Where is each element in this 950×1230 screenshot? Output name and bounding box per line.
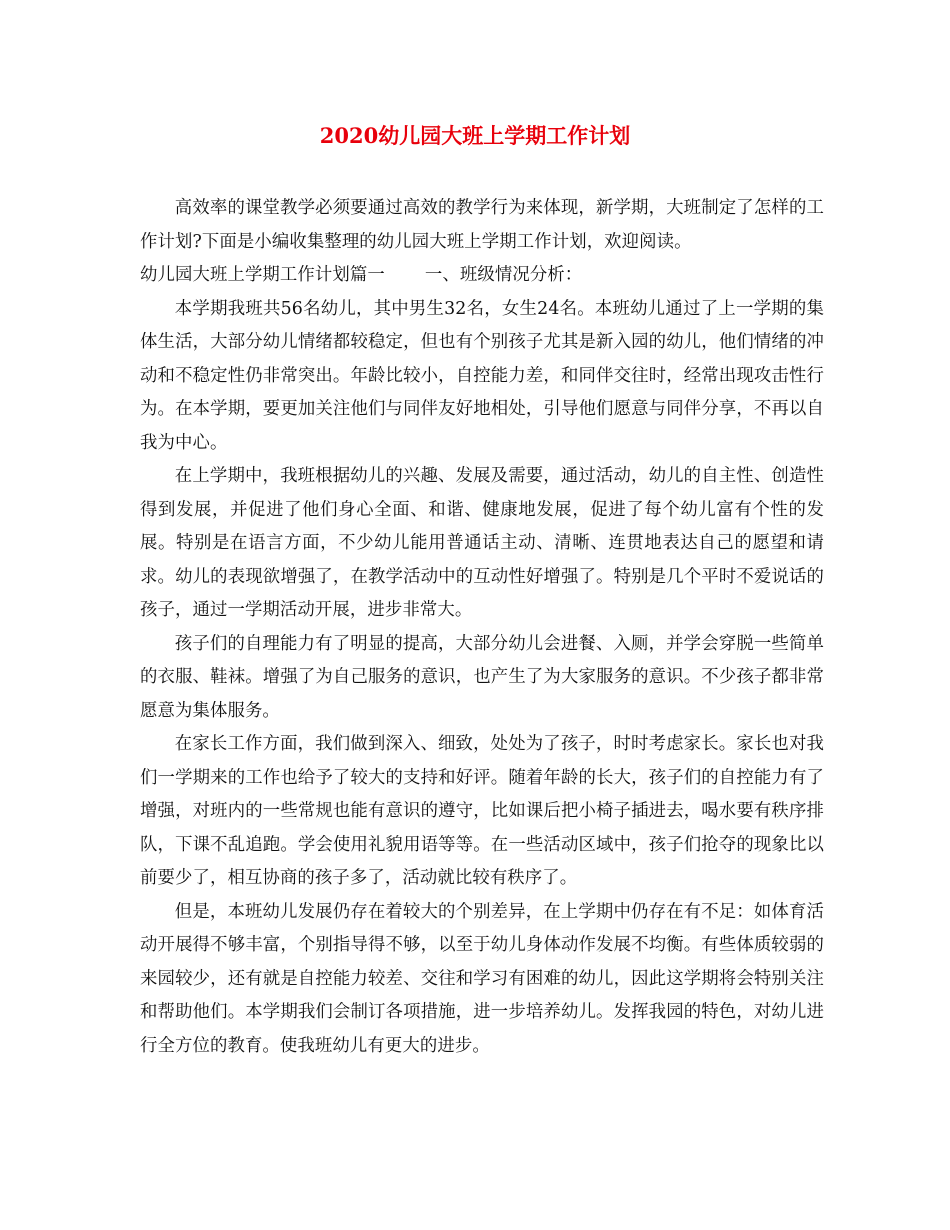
section-heading-line [140,259,824,293]
document-title: 2020幼儿园大班上学期工作计划 [319,123,631,148]
document-body [140,192,824,1063]
body-paragraph-3: 孩子们的自理能力有了明显的提高，大部分幼儿会进餐、入厕，并学会穿脱一些简单的衣服、鞋袜。增强了为自己服务的意识，也产生了为大家服务的意识。不少孩子都非常愿意为集体服务。 [140,633,824,721]
section-heading: 幼儿园大班上学期工作计划篇一 [140,265,385,285]
body-paragraph-4: 在家长工作方面，我们做到深入、细致，处处为了孩子，时时考虑家长。家长也对我们一学期来的工作也给予了较大的支持和好评。随着年龄的长大，孩子们的自控能力有了增强，对班内的一些常规也能有意识的遵守，比如课后把小椅子插进去，喝水要有秩序排队，下课不乱追跑。学会使用礼貌用语等等。在一些活动区域中，孩子们抢夺的现象比以前要少了，相互协商的孩子多了，活动就比较有秩序了。 [140,734,824,888]
body-paragraph-2: 在上学期中，我班根据幼儿的兴趣、发展及需要，通过活动，幼儿的自主性、创造性得到发展，并促进了他们身心全面、和谐、健康地发展，促进了每个幼儿富有个性的发展。特别是在语言方面，不少幼儿能用普通话主动、清晰、连贯地表达自己的愿望和请求。幼儿的表现欲增强了，在教学活动中的互动性好增强了。特别是几个平时不爱说话的孩子，通过一学期活动开展，进步非常大。 [140,466,824,620]
body-paragraph-1: 本学期我班共56名幼儿，其中男生32名，女生24名。本班幼儿通过了上一学期的集体生活，大部分幼儿情绪都较稳定，但也有个别孩子尤其是新入园的幼儿，他们情绪的冲动和不稳定性仍非常突出。年龄比较小，自控能力差，和同伴交往时，经常出现攻击性行为。在本学期，要更加关注他们与同伴友好地相处，引导他们愿意与同伴分享，不再以自我为中心。 [140,298,824,453]
body-paragraph-5: 但是，本班幼儿发展仍存在着较大的个别差异，在上学期中仍存在有不足：如体育活动开展得不够丰富，个别指导得不够，以至于幼儿身体动作发展不均衡。有些体质较弱的来园较少，还有就是自控能力较差、交往和学习有困难的幼儿，因此这学期将会特别关注和帮助他们。本学期我们会制订各项措施，进一步培养幼儿。发挥我园的特色，对幼儿进行全方位的教育。使我班幼儿有更大的进步。 [140,901,824,1056]
section-subheading: 一、班级情况分析： [424,265,583,285]
intro-paragraph: 高效率的课堂教学必须要通过高效的教学行为来体现，新学期，大班制定了怎样的工作计划?下面是小编收集整理的幼儿园大班上学期工作计划，欢迎阅读。 [140,198,824,252]
